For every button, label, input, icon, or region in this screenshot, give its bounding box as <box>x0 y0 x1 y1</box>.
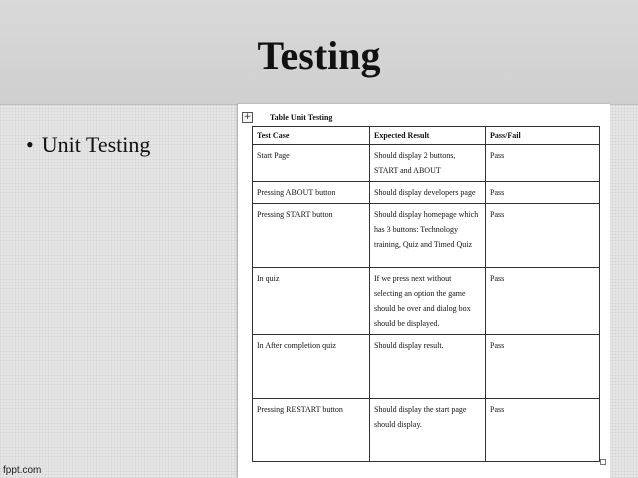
bullet-dot: • <box>26 132 34 157</box>
bullet-item <box>26 132 150 158</box>
pass-fail-cell: Pass <box>486 182 600 204</box>
table-caption: Table Unit Testing <box>270 113 333 122</box>
table-row <box>253 268 600 335</box>
pass-fail-cell: Pass <box>486 204 600 268</box>
embedded-document <box>238 104 610 478</box>
pass-fail-cell: Pass <box>486 335 600 399</box>
table-resize-handle[interactable] <box>600 459 606 465</box>
test-case-cell: In After completion quiz <box>253 335 370 399</box>
test-case-cell: Start Page <box>253 145 370 182</box>
pass-fail-cell: Pass <box>486 399 600 462</box>
header-pass-fail: Pass/Fail <box>486 127 600 145</box>
expected-result-cell: Should display result. <box>370 335 486 399</box>
test-case-cell: Pressing ABOUT button <box>253 182 370 204</box>
table-row <box>253 182 600 204</box>
slide-title: Testing <box>257 33 381 78</box>
unit-testing-table <box>252 126 600 462</box>
header-expected-result: Expected Result <box>370 127 486 145</box>
table-move-handle-icon[interactable]: + <box>243 112 252 122</box>
test-case-cell: In quiz <box>253 268 370 335</box>
test-case-cell: Pressing RESTART button <box>253 399 370 462</box>
table-row <box>253 399 600 462</box>
pass-fail-cell: Pass <box>486 268 600 335</box>
footer-watermark: fppt.com <box>3 465 42 476</box>
expected-result-cell: Should display 2 buttons, START and ABOUT <box>370 145 486 182</box>
pass-fail-cell: Pass <box>486 145 600 182</box>
bullet-text: Unit Testing <box>41 132 151 157</box>
expected-result-cell: Should display developers page <box>370 182 486 204</box>
expected-result-cell: If we press next without selecting an option the game should be over and dialog box should be displayed. <box>370 268 486 335</box>
header-test-case: Test Case <box>253 127 370 145</box>
table-row <box>253 145 600 182</box>
table-row <box>253 204 600 268</box>
table-row <box>253 335 600 399</box>
test-case-cell: Pressing START button <box>253 204 370 268</box>
expected-result-cell: Should display homepage which has 3 buttons: Technology training, Quiz and Timed Quiz <box>370 204 486 268</box>
table-header-row <box>253 127 600 145</box>
expected-result-cell: Should display the start page should display. <box>370 399 486 462</box>
